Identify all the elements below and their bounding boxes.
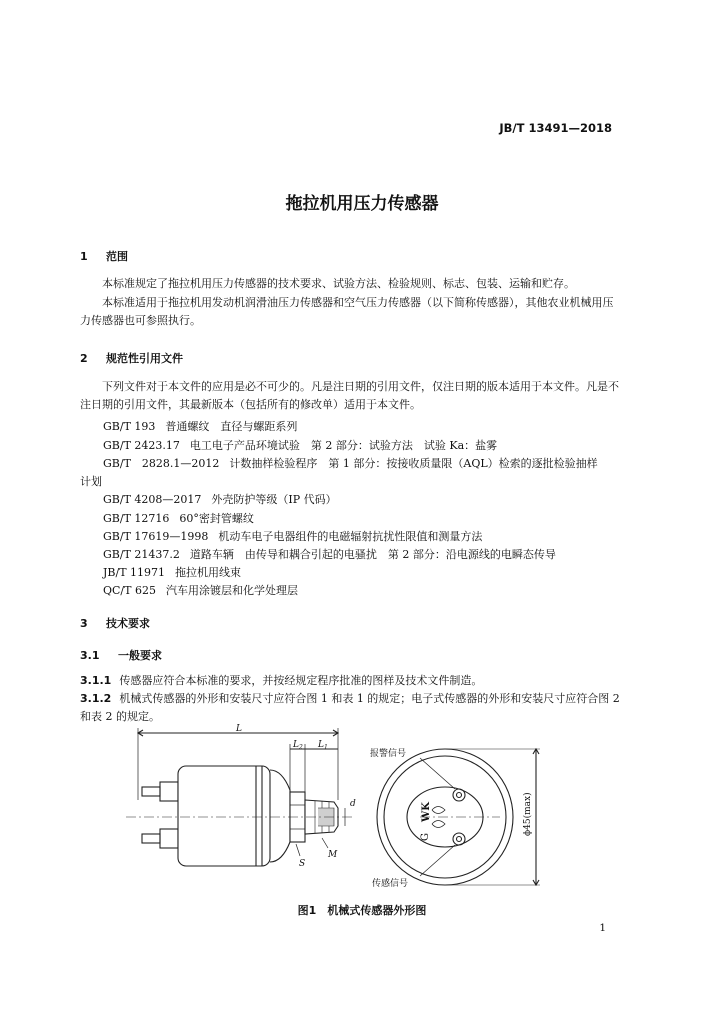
standard-number: JB/T 13491—2018 <box>499 121 612 135</box>
reference-code: GB/T 2423.17 <box>103 439 180 452</box>
clause-text: 传感器应符合本标准的要求，并按经规定程序批准的图样及技术文件制造。 <box>119 674 483 687</box>
reference-code: QC/T 625 <box>103 584 156 597</box>
reference-title: 电工电子产品环境试验 第 2 部分：试验方法 试验 Ka：盐雾 <box>189 439 498 452</box>
reference-title: 道路车辆 由传导和耦合引起的电骚扰 第 2 部分：沿电源线的电瞬态传导 <box>189 548 556 561</box>
label-L1: $L_1$ <box>318 740 328 751</box>
section-title: 规范性引用文件 <box>106 352 183 365</box>
reference-title: 外壳防护等级（IP 代码） <box>211 493 337 506</box>
label-L2: $L_2$ <box>293 740 303 751</box>
reference-code: GB/T 12716 <box>103 512 170 525</box>
section-number: 3.1 <box>80 649 100 662</box>
document-title: 拖拉机用压力传感器 <box>285 194 439 214</box>
reference-title: 普通螺纹 直径与螺距系列 <box>165 420 298 433</box>
label-d: d <box>350 799 356 809</box>
clause-number: 3.1.2 <box>80 692 112 705</box>
figure-caption: 图1 机械式传感器外形图 <box>297 904 427 917</box>
terminal-pin <box>142 787 160 796</box>
page-number: 1 <box>599 922 606 934</box>
section-number: 1 <box>80 250 88 263</box>
label-L: L <box>236 724 242 734</box>
label-M: M <box>328 850 338 860</box>
reference-code: GB/T 4208—2017 <box>103 493 202 506</box>
terminal-pin <box>142 834 160 843</box>
reference-title: 60°密封管螺纹 <box>179 512 254 525</box>
reference-code: 计划 <box>80 475 102 488</box>
section-title: 范围 <box>106 250 128 263</box>
paragraph: 下列文件对于本文件的应用是必不可少的。凡是注日期的引用文件，仅注日期的版本适用于本文件。凡是不注日期的引用文件，其最新版本（包括所有的修改单）适用于本文件。 <box>80 380 619 411</box>
label-diameter: ϕ45(max) <box>523 792 533 836</box>
paragraph: 本标准规定了拖拉机用压力传感器的技术要求、试验方法、检验规则、标志、包装、运输和贮存。 <box>102 277 575 290</box>
section-number: 3 <box>80 617 88 630</box>
label-alarm-signal: 报警信号 <box>370 749 407 759</box>
clause-number: 3.1.1 <box>80 674 112 687</box>
section-title: 技术要求 <box>106 617 150 630</box>
reference-code: GB/T 2828.1—2012 <box>103 457 220 470</box>
paragraph: 本标准适用于拖拉机用发动机润滑油压力传感器和空气压力传感器（以下简称传感器），其他农业机械用压力传感器也可参照执行。 <box>80 296 614 327</box>
label-wk: WK <box>421 802 432 822</box>
label-sensor-signal: 传感信号 <box>372 879 409 889</box>
clause-text: 机械式传感器的外形和安装尺寸应符合图 1 和表 1 的规定；电子式传感器的外形和安装尺寸应符合图 2 和表 2 的规定。 <box>80 692 620 723</box>
reference-title: 计数抽样检验程序 第 1 部分：按接收质量限（AQL）检索的逐批检验抽样 <box>229 457 598 470</box>
label-g: G <box>420 833 431 841</box>
reference-code: GB/T 193 <box>103 420 156 433</box>
reference-title: 汽车用涂镀层和化学处理层 <box>165 584 298 597</box>
reference-code: JB/T 11971 <box>103 566 166 579</box>
reference-code: GB/T 17619—1998 <box>103 530 209 543</box>
label-S: S <box>299 859 306 869</box>
reference-code: GB/T 21437.2 <box>103 548 180 561</box>
reference-title: 拖拉机用线束 <box>175 566 242 579</box>
section-title: 一般要求 <box>118 649 162 662</box>
reference-title: 机动车电子电器组件的电磁辐射抗扰性限值和测量方法 <box>218 530 483 543</box>
section-number: 2 <box>80 352 88 365</box>
